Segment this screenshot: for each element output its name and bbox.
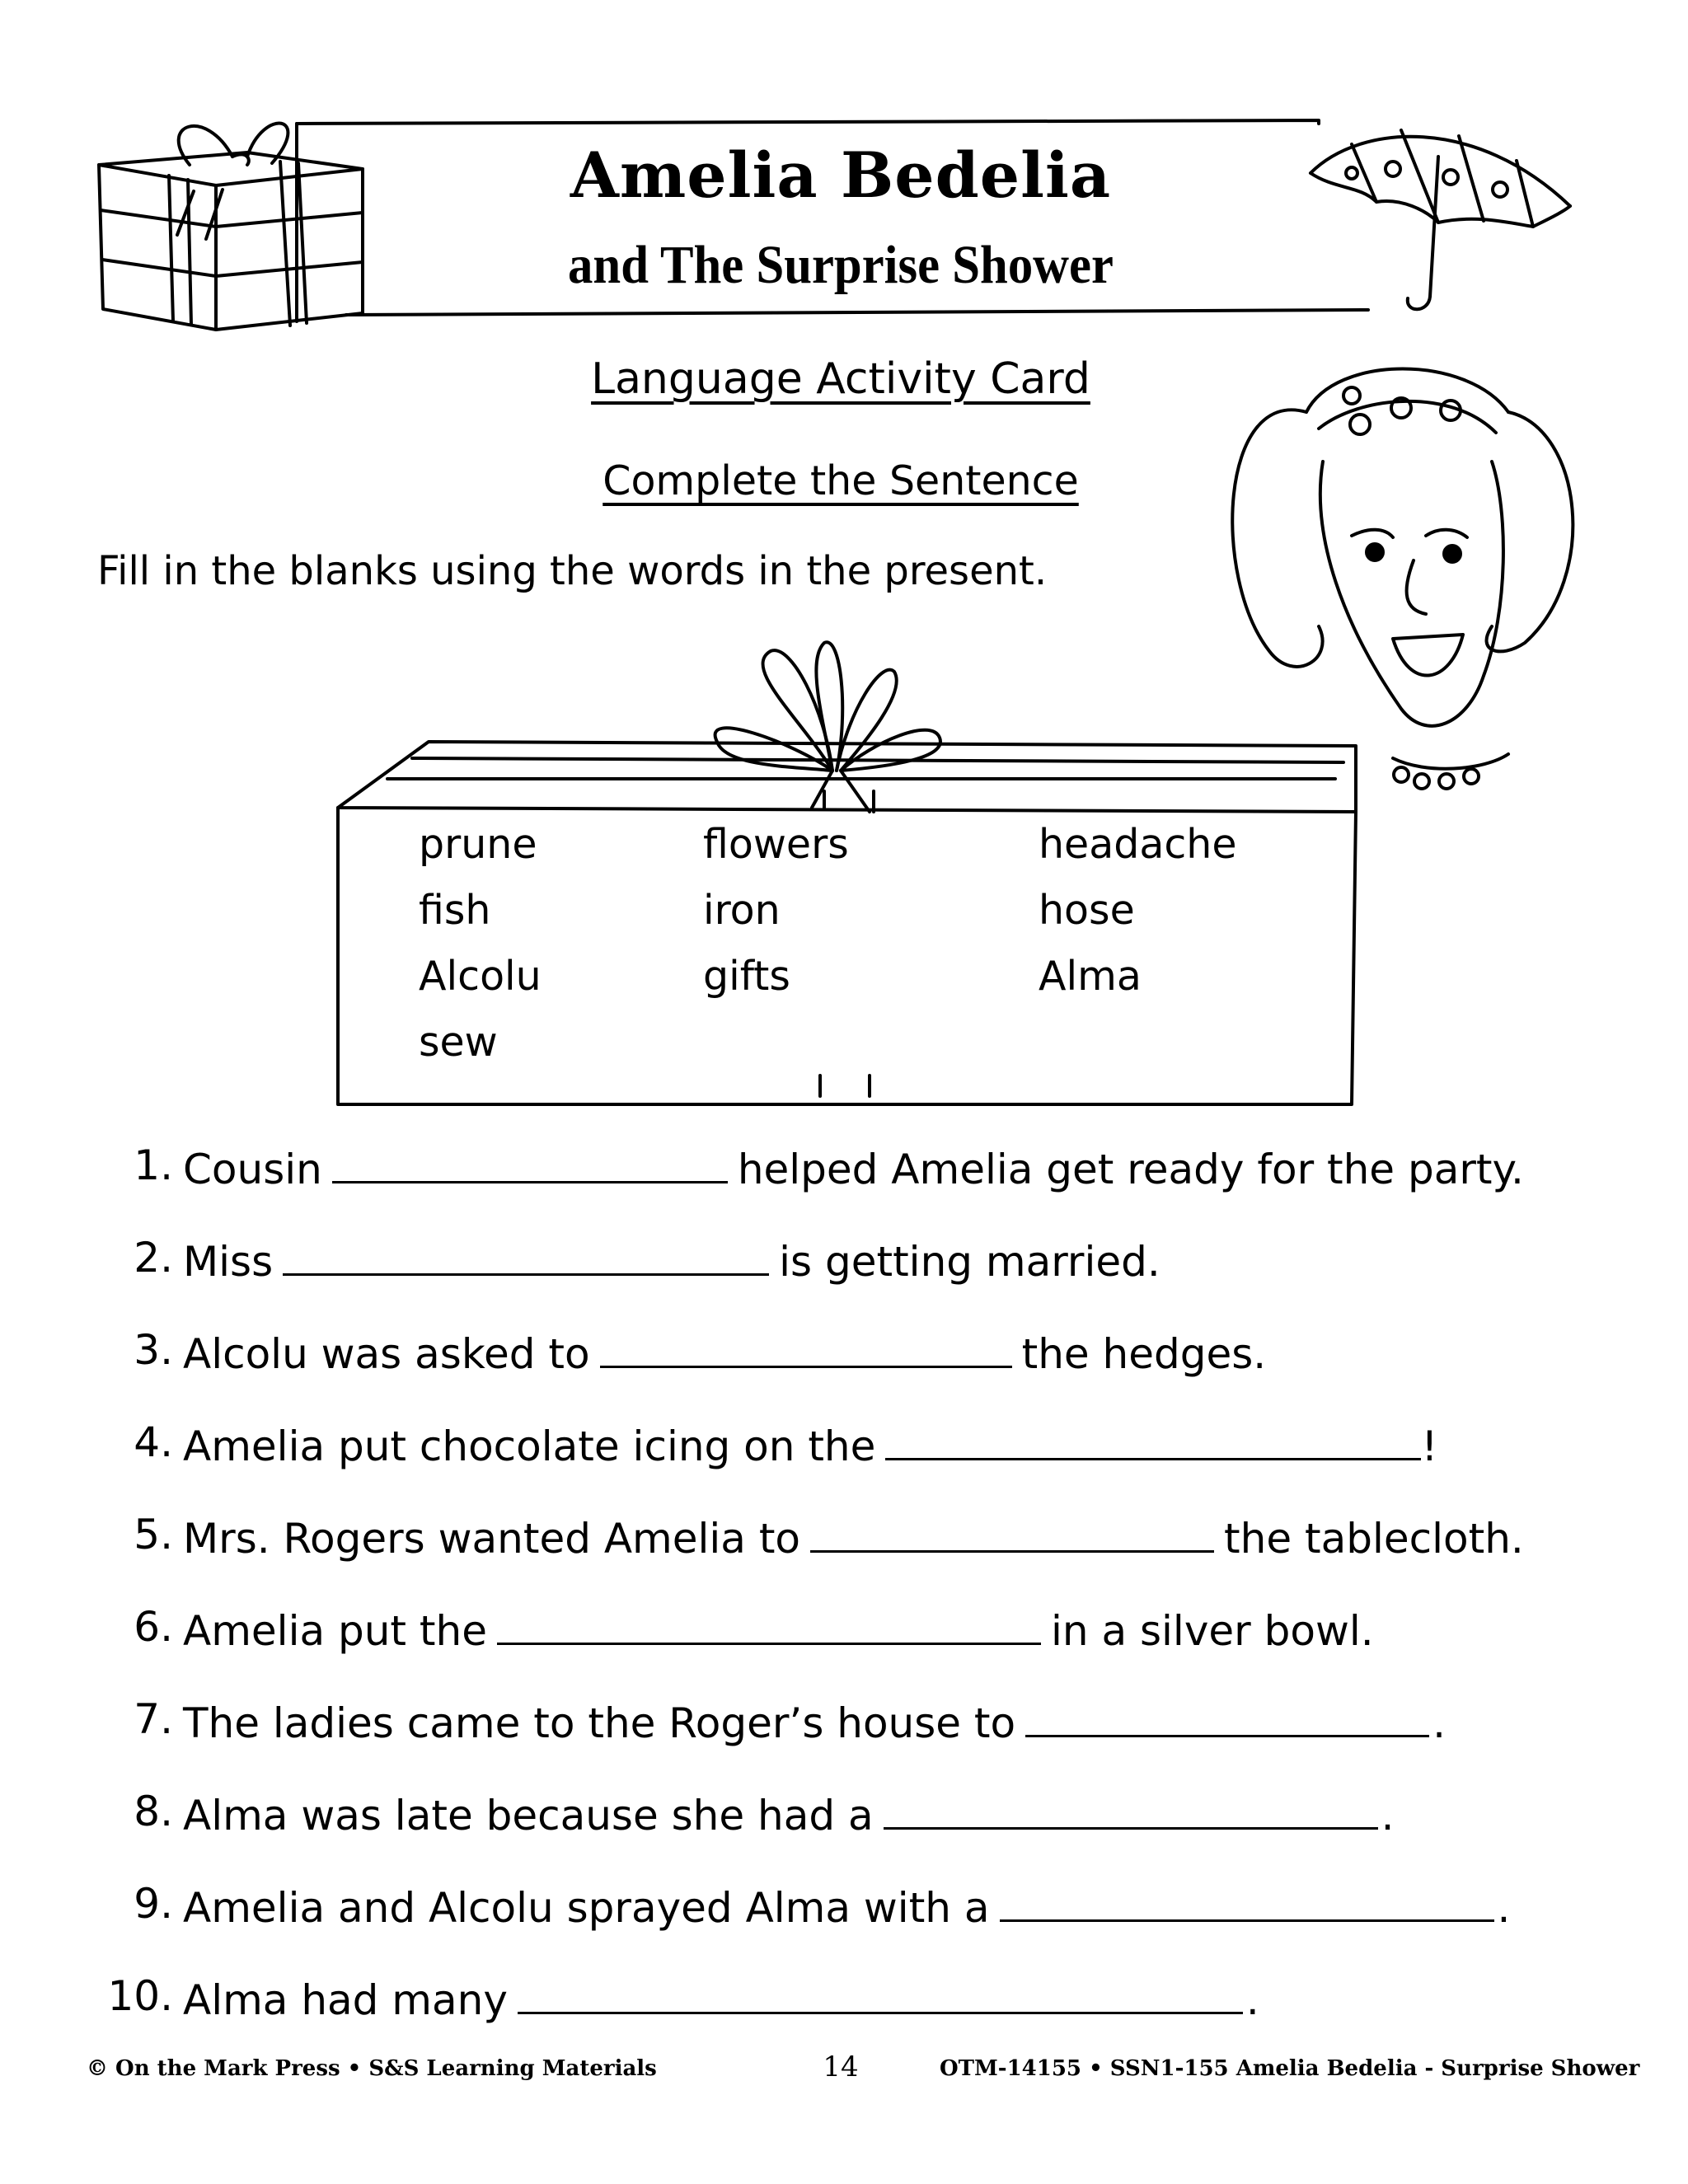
word-bank-column <box>419 812 542 1076</box>
question-number: 9. <box>134 1880 173 1928</box>
question-number: 3. <box>134 1326 173 1374</box>
question-sentence <box>183 1511 1524 1563</box>
question-sentence <box>183 1603 1374 1655</box>
word-bank <box>419 812 1325 1076</box>
word-bank-item: Alcolu <box>419 953 542 1000</box>
question-number: 8. <box>134 1788 173 1835</box>
question-text-after: is getting married. <box>779 1238 1160 1286</box>
question-text-after: . <box>1497 1884 1511 1932</box>
gift-box-icon <box>99 123 363 330</box>
question-sentence <box>183 1234 1160 1286</box>
bow-icon <box>715 642 940 812</box>
question-text-before: Amelia put chocolate icing on the <box>183 1422 876 1470</box>
question-text-before: Alcolu was asked to <box>183 1330 590 1378</box>
question-text-after: the hedges. <box>1021 1330 1267 1378</box>
question-sentence <box>183 1695 1446 1747</box>
worksheet-title: Amelia Bedelia <box>570 138 1112 212</box>
question-sentence <box>183 1880 1510 1932</box>
word-bank-item: hose <box>1039 887 1135 934</box>
answer-blank[interactable] <box>497 1603 1041 1645</box>
footer-product-code: OTM-14155 • SSN1-155 Amelia Bedelia - Surprise Shower <box>940 2056 1640 2081</box>
answer-blank[interactable] <box>884 1788 1378 1830</box>
question-sentence <box>183 1972 1259 2024</box>
question-text-after: . <box>1381 1792 1395 1840</box>
worksheet-subtitle: and The Surprise Shower <box>568 235 1114 295</box>
question-sentence <box>183 1788 1395 1840</box>
question-text-after: . <box>1432 1699 1447 1747</box>
question-text-after: the tablecloth. <box>1224 1515 1524 1563</box>
question-sentence <box>183 1141 1524 1193</box>
footer-copyright: © On the Mark Press • S&S Learning Materials <box>87 2056 657 2081</box>
word-bank-item: gifts <box>703 953 790 1000</box>
question-number: 2. <box>134 1234 173 1282</box>
word-bank-item: Alma <box>1039 953 1142 1000</box>
answer-blank[interactable] <box>600 1326 1012 1368</box>
answer-blank[interactable] <box>518 1972 1243 2014</box>
question-sentence <box>183 1326 1266 1378</box>
word-bank-item: iron <box>703 887 781 934</box>
word-bank-item: headache <box>1039 821 1237 868</box>
question-text-before: Miss <box>183 1238 274 1286</box>
word-bank-item: fish <box>419 887 491 934</box>
answer-blank[interactable] <box>810 1511 1214 1553</box>
question-number: 1. <box>134 1141 173 1189</box>
question-number: 4. <box>134 1418 173 1466</box>
activity-card-title: Language Activity Card <box>591 354 1090 404</box>
word-bank-item: sew <box>419 1019 498 1066</box>
answer-blank[interactable] <box>283 1234 769 1276</box>
question-number: 7. <box>134 1695 173 1743</box>
parasol-icon <box>1311 130 1570 309</box>
word-bank-item: flowers <box>703 821 849 868</box>
question-sentence <box>183 1418 1437 1470</box>
question-text-after: ! <box>1421 1422 1438 1470</box>
word-bank-column <box>1039 812 1237 1010</box>
word-bank-item: prune <box>419 821 537 868</box>
question-text-before: Cousin <box>183 1146 322 1193</box>
answer-blank[interactable] <box>332 1141 728 1183</box>
page-number: 14 <box>823 2050 859 2083</box>
question-number: 10. <box>107 1972 173 2020</box>
answer-blank[interactable] <box>1000 1880 1494 1922</box>
question-text-after: helped Amelia get ready for the party. <box>737 1146 1524 1193</box>
answer-blank[interactable] <box>1025 1695 1429 1737</box>
answer-blank[interactable] <box>885 1418 1421 1460</box>
section-title: Complete the Sentence <box>603 457 1079 504</box>
word-bank-column <box>703 812 849 1010</box>
question-text-after: in a silver bowl. <box>1050 1607 1374 1655</box>
question-number: 5. <box>134 1511 173 1558</box>
question-text-before: Amelia put the <box>183 1607 487 1655</box>
question-text-before: Alma had many <box>183 1976 508 2024</box>
question-text-before: Mrs. Rogers wanted Amelia to <box>183 1515 801 1563</box>
amelia-bedelia-illustration <box>1232 369 1573 790</box>
question-number: 6. <box>134 1603 173 1651</box>
instructions-text: Fill in the blanks using the words in the present. <box>97 548 1048 594</box>
question-text-before: Alma was late because she had a <box>183 1792 874 1840</box>
question-text-before: Amelia and Alcolu sprayed Alma with a <box>183 1884 990 1932</box>
question-text-after: . <box>1245 1976 1259 2024</box>
question-text-before: The ladies came to the Roger’s house to <box>183 1699 1016 1747</box>
